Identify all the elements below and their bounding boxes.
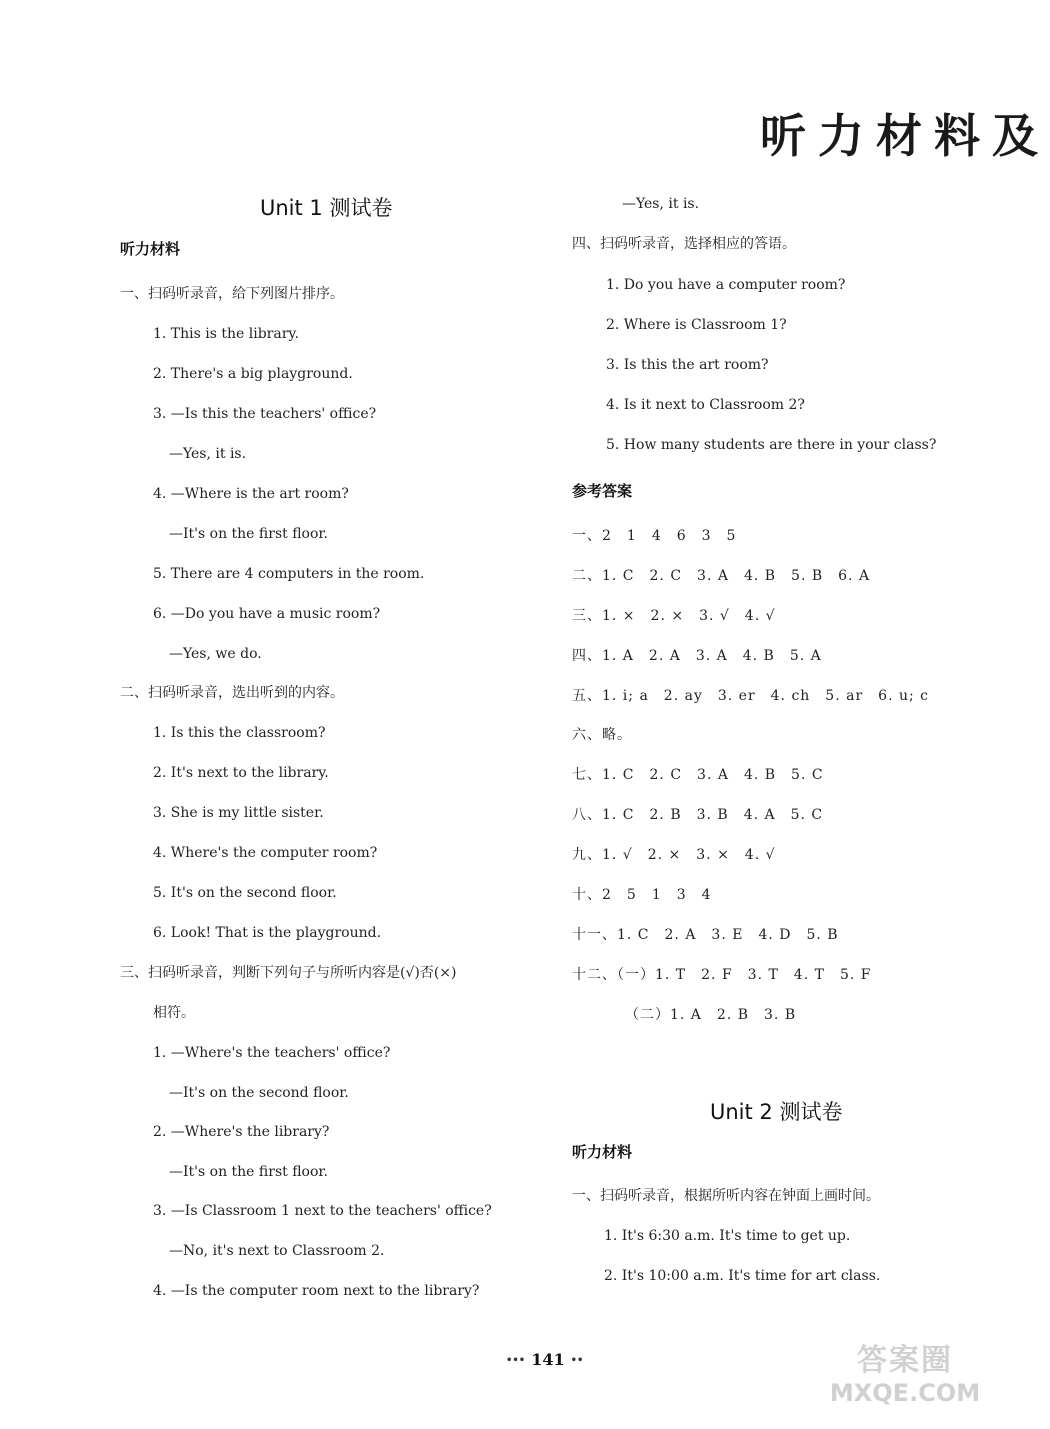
answer-row: 十二、（一）1. T 2. F 3. T 4. T 5. F — [572, 967, 872, 983]
unit1-line: 3. Is this the art room? — [606, 357, 769, 373]
unit1-line: 4. Is it next to Classroom 2? — [606, 397, 805, 413]
unit1-section-3-heading: 三、扫码听录音，判断下列句子与所听内容是(√)否(×) — [120, 965, 457, 981]
unit1-section-1-heading: 一、扫码听录音，给下列图片排序。 — [120, 286, 344, 302]
answer-row: 十一、1. C 2. A 3. E 4. D 5. B — [572, 927, 839, 943]
unit1-line: —Yes, we do. — [169, 646, 262, 662]
unit1-section-2-heading: 二、扫码听录音，选出听到的内容。 — [120, 685, 344, 701]
unit1-line: —Yes, it is. — [622, 196, 700, 212]
unit1-line: 5. How many students are there in your class? — [606, 437, 937, 453]
unit1-title: Unit 1 测试卷 — [260, 196, 393, 220]
unit1-answers-label: 参考答案 — [572, 482, 633, 500]
unit1-line: 2. Where is Classroom 1? — [606, 317, 787, 333]
unit1-line: —It's on the first floor. — [169, 526, 329, 542]
watermark-logo — [820, 1335, 990, 1420]
watermark-top: 答案圈 — [857, 1343, 953, 1378]
unit1-line: 1. This is the library. — [153, 326, 299, 342]
unit1-line: —No, it's next to Classroom 2. — [169, 1243, 385, 1259]
answer-row: （二）1. A 2. B 3. B — [625, 1007, 797, 1023]
unit1-line: 3. —Is this the teachers' office? — [153, 406, 377, 422]
answer-row: 七、1. C 2. C 3. A 4. B 5. C — [572, 767, 824, 783]
unit1-line: —It's on the first floor. — [169, 1164, 329, 1180]
answer-row: 五、1. i; a 2. ay 3. er 4. ch 5. ar 6. u; c — [572, 688, 929, 704]
unit1-line: 1. —Where's the teachers' office? — [153, 1045, 391, 1061]
unit1-line: 5. There are 4 computers in the room. — [153, 566, 425, 582]
unit2-title: Unit 2 测试卷 — [710, 1100, 843, 1124]
answer-row: 四、1. A 2. A 3. A 4. B 5. A — [572, 648, 822, 664]
unit1-line: 6. —Do you have a music room? — [153, 606, 381, 622]
answer-row: 八、1. C 2. B 3. B 4. A 5. C — [572, 807, 824, 823]
decorative-dots-icon: ••• — [506, 1355, 526, 1366]
unit2-listening-label: 听力材料 — [572, 1143, 633, 1161]
unit1-line: —Yes, it is. — [169, 446, 247, 462]
page-header-title: 听力材料及 — [760, 109, 1050, 163]
answer-row: 三、1. × 2. × 3. √ 4. √ — [572, 608, 776, 624]
answer-row: 十、2 5 1 3 4 — [572, 887, 712, 903]
unit1-line: 3. She is my little sister. — [153, 805, 324, 821]
unit1-line: 4. —Where is the art room? — [153, 486, 349, 502]
page-footer — [500, 1350, 589, 1369]
answer-row: 九、1. √ 2. × 3. × 4. √ — [572, 847, 776, 863]
unit1-line: 4. —Is the computer room next to the library? — [153, 1283, 480, 1299]
unit1-line: 4. Where's the computer room? — [153, 845, 378, 861]
unit1-line: 2. There's a big playground. — [153, 366, 353, 382]
decorative-dots-icon: •• — [570, 1355, 584, 1366]
answer-row: 二、1. C 2. C 3. A 4. B 5. B 6. A — [572, 568, 871, 584]
unit1-line: 5. It's on the second floor. — [153, 885, 337, 901]
watermark-bottom: MXQE.COM — [829, 1379, 981, 1407]
page-number: 141 — [531, 1350, 565, 1369]
unit1-line: 2. It's next to the library. — [153, 765, 329, 781]
unit1-line: 1. Do you have a computer room? — [606, 277, 846, 293]
answer-row: 一、2 1 4 6 3 5 — [572, 528, 737, 544]
unit2-line: 1. It's 6:30 a.m. It's time to get up. — [604, 1228, 851, 1244]
unit1-line: 3. —Is Classroom 1 next to the teachers' office? — [153, 1203, 492, 1219]
answer-row: 六、略。 — [572, 727, 632, 743]
unit1-section-4-heading: 四、扫码听录音，选择相应的答语。 — [572, 236, 796, 252]
unit1-line: 6. Look! That is the playground. — [153, 925, 382, 941]
unit1-line: —It's on the second floor. — [169, 1085, 349, 1101]
unit1-line: 2. —Where's the library? — [153, 1124, 330, 1140]
unit1-listening-label: 听力材料 — [120, 240, 181, 258]
unit1-line: 相符。 — [153, 1005, 195, 1021]
unit2-section-1-heading: 一、扫码听录音，根据所听内容在钟面上画时间。 — [572, 1188, 880, 1204]
unit2-line: 2. It's 10:00 a.m. It's time for art class. — [604, 1268, 881, 1284]
unit1-line: 1. Is this the classroom? — [153, 725, 326, 741]
